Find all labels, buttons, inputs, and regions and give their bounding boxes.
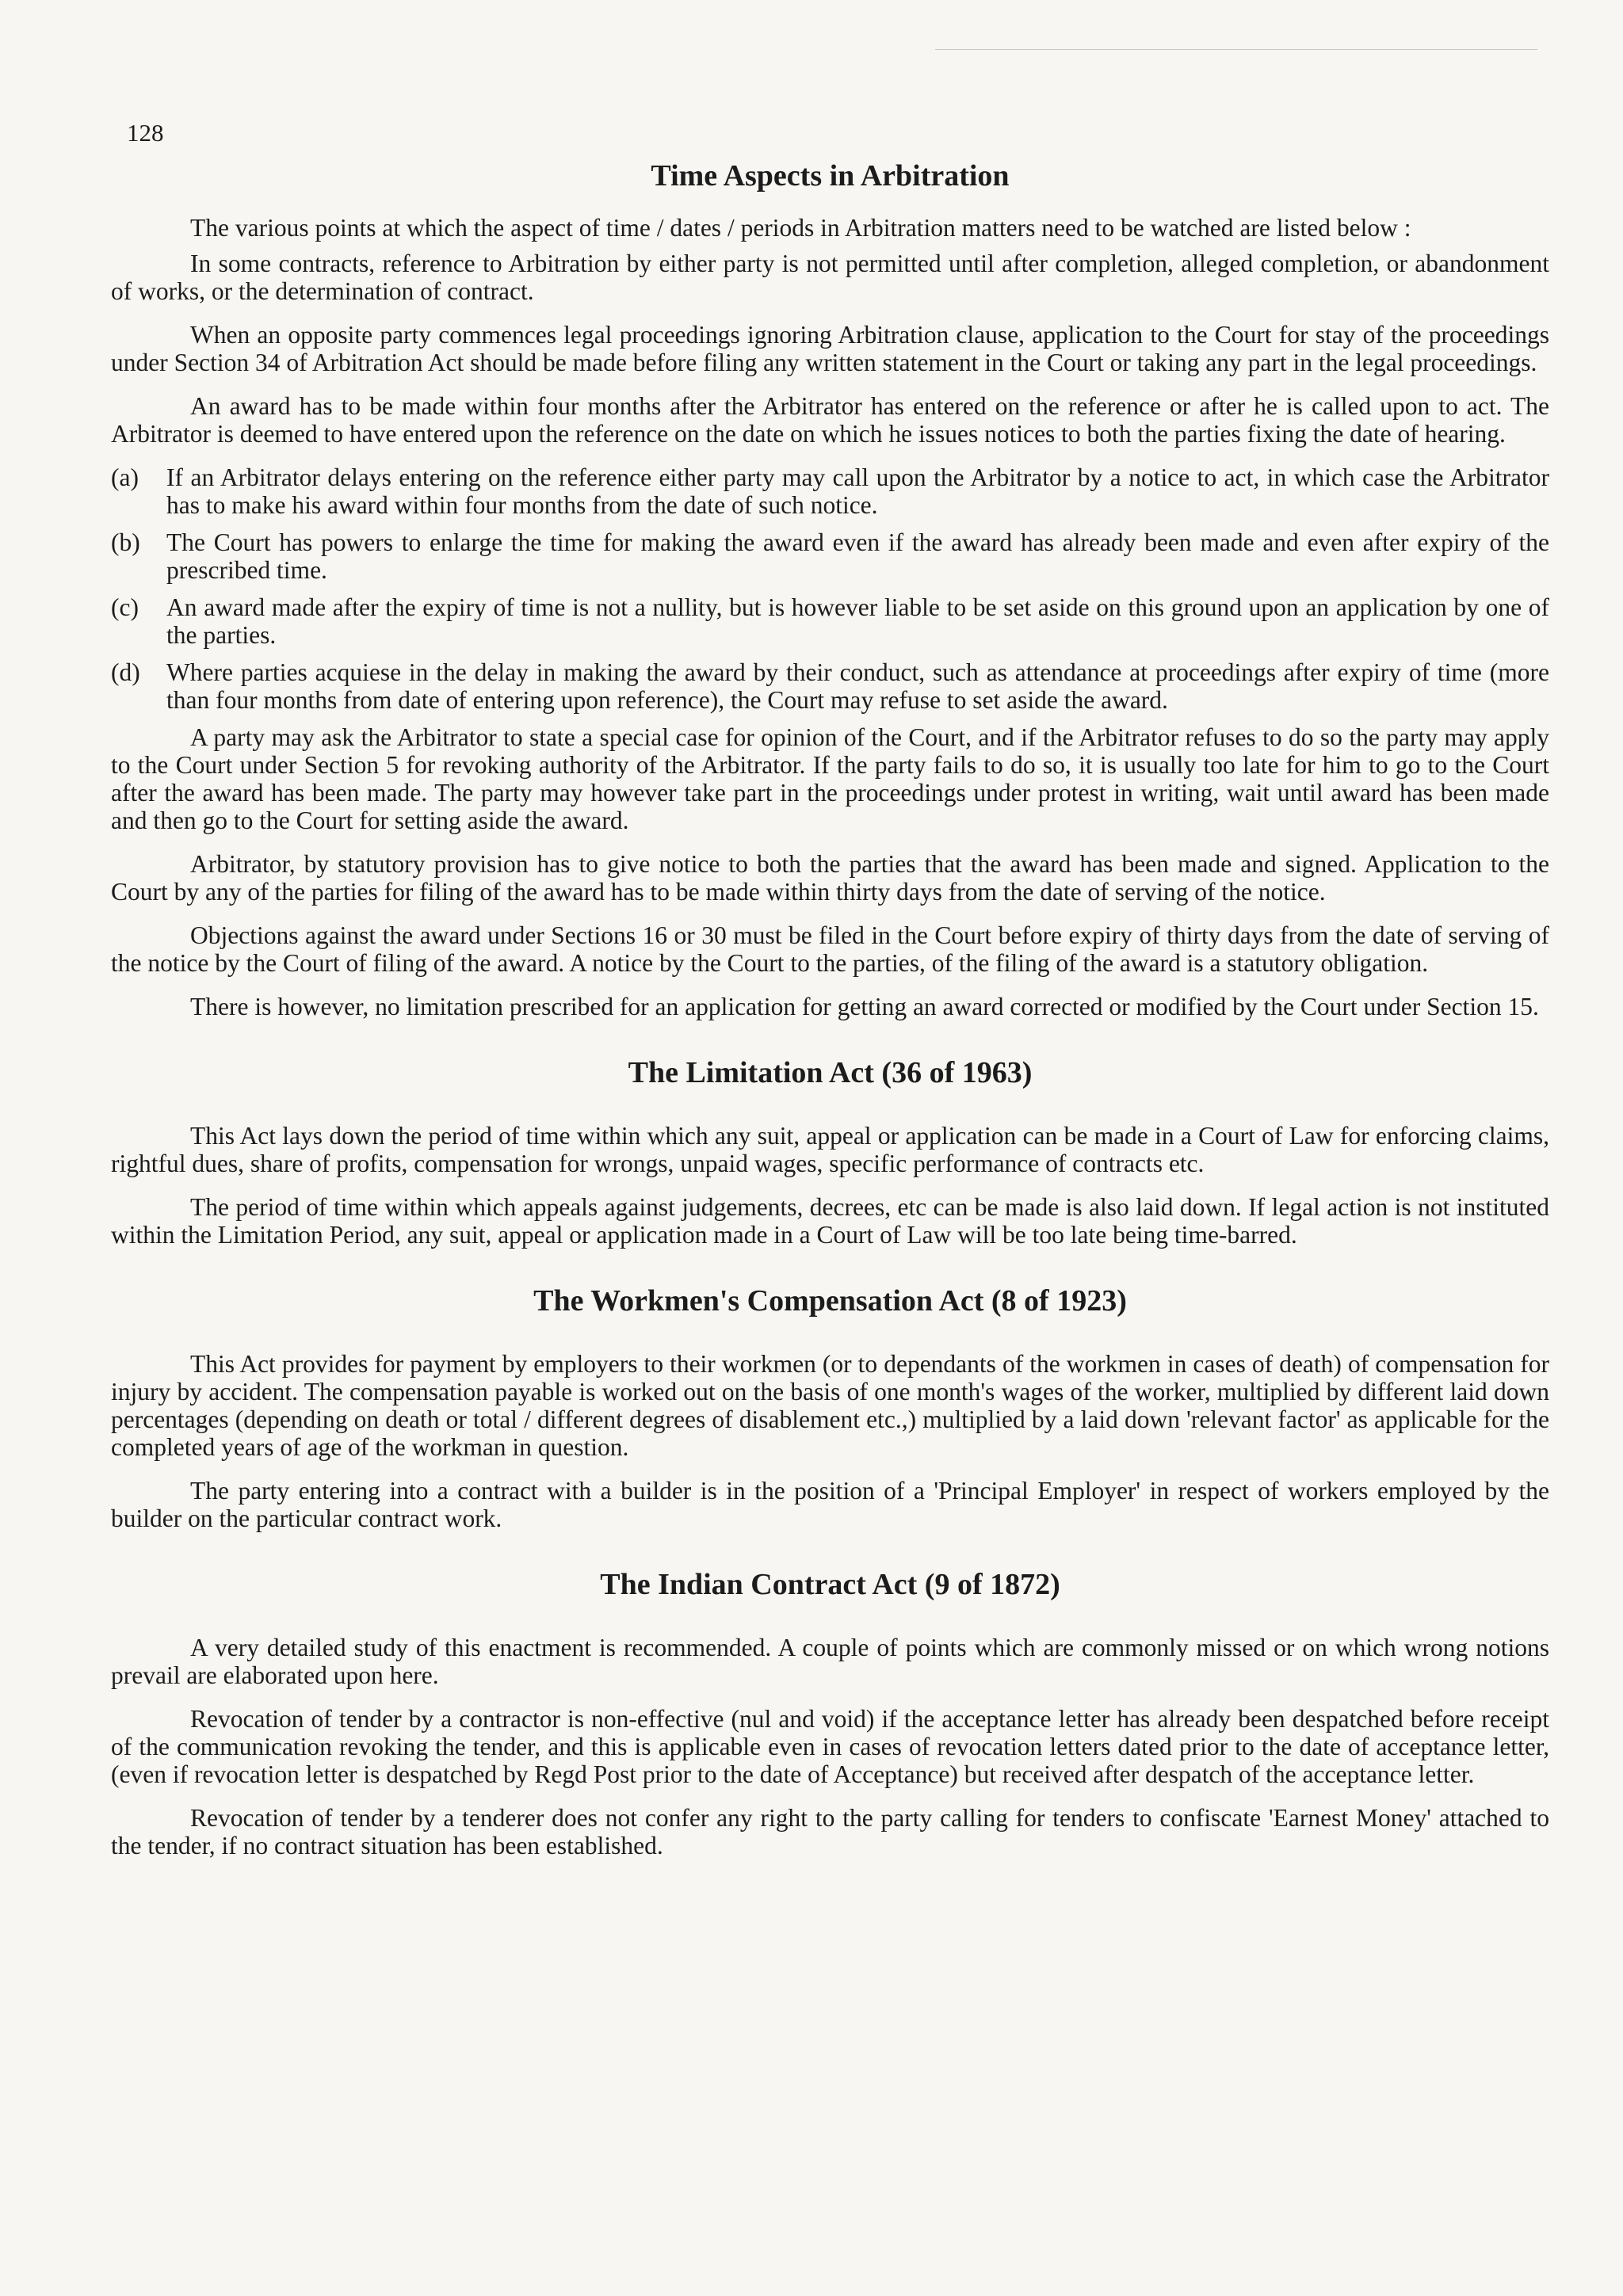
section-title-time-aspects: Time Aspects in Arbitration: [651, 159, 1010, 193]
list-item: [111, 463, 1549, 519]
list-item-text: Where parties acquiese in the delay in making the award by their conduct, such as attendance at proceedings after expiry of time (more than four months from date of entering upon reference), the Court may refuse to set aside the award.: [166, 658, 1549, 714]
section-title-workmens-compensation-act: The Workmen's Compensation Act (8 of 1923): [533, 1284, 1127, 1318]
paragraph: When an opposite party commences legal proceedings ignoring Arbitration clause, application to the Court for stay of the proceedings under Section 34 of Arbitration Act should be made before filing any written statement in the Court or taking any part in the legal proceedings.: [111, 321, 1549, 376]
list-item-label: (b): [111, 528, 140, 556]
list-item-text: If an Arbitrator delays entering on the reference either party may call upon the Arbitrator by a notice to act, in which case the Arbitrator has to make his award within four months from the date of such notice.: [166, 463, 1549, 519]
page-content: [111, 158, 1549, 1875]
paragraph: Arbitrator, by statutory provision has to give notice to both the parties that the award has been made and signed. Application to the Court by any of the parties for filing of the award has to be made within thirty days from the date of serving of the notice.: [111, 850, 1549, 906]
section-title-indian-contract-act: The Indian Contract Act (9 of 1872): [600, 1568, 1060, 1601]
list-item: [111, 593, 1549, 649]
section-title-limitation-act: The Limitation Act (36 of 1963): [628, 1056, 1033, 1089]
paragraph: In some contracts, reference to Arbitration by either party is not permitted until after completion, alleged completion, or abandonment of works, or the determination of contract.: [111, 250, 1549, 305]
paragraph: The various points at which the aspect of time / dates / periods in Arbitration matters need to be watched are listed below :: [190, 214, 1411, 242]
paragraph: Revocation of tender by a tenderer does not confer any right to the party calling for tenders to confiscate 'Earnest Money' attached to the tender, if no contract situation has been established.: [111, 1804, 1549, 1859]
paragraph: Objections against the award under Sections 16 or 30 must be filed in the Court before expiry of thirty days from the date of serving of the notice by the Court of filing of the award. A notice by the Court to the parties, of the filing of the award is a statutory obligation.: [111, 921, 1549, 977]
paragraph: A very detailed study of this enactment is recommended. A couple of points which are commonly missed or on which wrong notions prevail are elaborated upon here.: [111, 1634, 1549, 1689]
paragraph: The period of time within which appeals against judgements, decrees, etc can be made is also laid down. If legal action is not instituted within the Limitation Period, any suit, appeal or application made in a Court of Law will be too late being time-barred.: [111, 1193, 1549, 1249]
paragraph: This Act lays down the period of time within which any suit, appeal or application can be made in a Court of Law for enforcing claims, rightful dues, share of profits, compensation for wrongs, unpaid wages, specific performance of contracts etc.: [111, 1122, 1549, 1177]
paragraph: The party entering into a contract with a builder is in the position of a 'Principal Employer' in respect of workers employed by the builder on the particular contract work.: [111, 1477, 1549, 1532]
paragraph: An award has to be made within four months after the Arbitrator has entered on the reference or after he is called upon to act. The Arbitrator is deemed to have entered upon the reference on the date on which he issues notices to both the parties fixing the date of hearing.: [111, 392, 1549, 448]
list-item-label: (a): [111, 463, 139, 491]
paragraph: This Act provides for payment by employers to their workmen (or to dependants of the workmen in cases of death) of compensation for injury by accident. The compensation payable is worked out on the basis of one month's wages of the worker, multiplied by different laid down percentages (depending on death or total / different degrees of disablement etc.,) multiplied by a laid down 'relevant factor' as applicable for the completed years of age of the workman in question.: [111, 1350, 1549, 1461]
list-item-text: An award made after the expiry of time is not a nullity, but is however liable to be set aside on this ground upon an application by one of the parties.: [166, 593, 1549, 649]
scan-artifact-line: [935, 49, 1537, 50]
paragraph: A party may ask the Arbitrator to state a special case for opinion of the Court, and if the Arbitrator refuses to do so the party may apply to the Court under Section 5 for revoking authority of the Arbitrator. If the party fails to do so, it is usually too late for him to go to the Court after the award has been made. The party may however take part in the proceedings under protest in writing, wait until award has been made and then go to the Court for setting aside the award.: [111, 723, 1549, 834]
list-item-label: (d): [111, 658, 140, 686]
list-item: [111, 658, 1549, 714]
page-number: 128: [127, 119, 164, 147]
list-item: [111, 528, 1549, 584]
list-item-label: (c): [111, 593, 139, 621]
list-item-text: The Court has powers to enlarge the time for making the award even if the award has already been made and even after expiry of the prescribed time.: [166, 528, 1549, 584]
paragraph: Revocation of tender by a contractor is non-effective (nul and void) if the acceptance letter has already been despatched before receipt of the communication revoking the tender, and this is applicable even in cases of revocation letters dated prior to the date of acceptance letter, (even if revocation letter is despatched by Regd Post prior to the date of Acceptance) but received after despatch of the acceptance letter.: [111, 1705, 1549, 1788]
paragraph: There is however, no limitation prescribed for an application for getting an award corrected or modified by the Court under Section 15.: [190, 993, 1539, 1020]
